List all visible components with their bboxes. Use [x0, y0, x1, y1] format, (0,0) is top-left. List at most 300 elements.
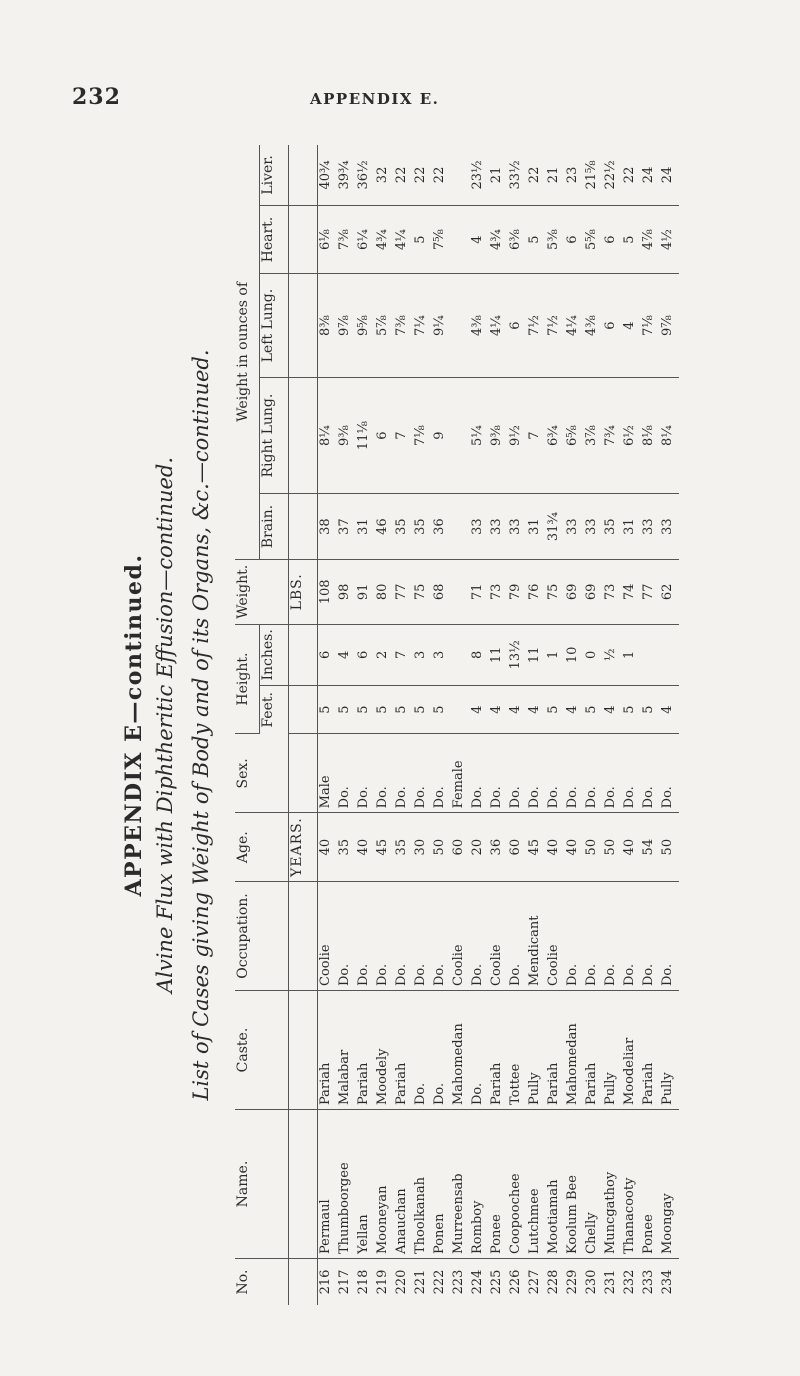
cell-name: Coopoochee	[508, 1110, 527, 1259]
cell-left-lung: 6	[603, 274, 622, 378]
cell-name: Permaul	[318, 1110, 338, 1259]
cell-occupation: Do.	[565, 882, 584, 991]
cell-age: 54	[641, 813, 660, 882]
cell-occupation: Do.	[584, 882, 603, 991]
cell-caste: Do.	[432, 991, 451, 1110]
cell-brain: 37	[337, 494, 356, 560]
page-header	[0, 0, 800, 160]
cell-sex: Do.	[356, 734, 375, 813]
cell-name: Ponee	[489, 1110, 508, 1259]
cell-caste: Moodeliar	[622, 991, 641, 1110]
units-brain	[289, 494, 318, 560]
cell-caste: Moodely	[375, 991, 394, 1110]
cell-heart	[451, 205, 470, 273]
cell-heart: 7⅜	[337, 205, 356, 273]
cell-brain: 33	[470, 494, 489, 560]
cell-left-lung	[451, 274, 470, 378]
col-feet: Feet.	[260, 685, 289, 734]
cell-left-lung: 7½	[546, 274, 565, 378]
cell-left-lung: 7¼	[413, 274, 432, 378]
cell-sex: Do.	[622, 734, 641, 813]
cell-weight: 62	[660, 559, 679, 624]
col-brain: Brain.	[260, 494, 289, 560]
cell-feet: 5	[375, 685, 394, 734]
cell-left-lung: 4⅜	[470, 274, 489, 378]
cell-sex: Do.	[394, 734, 413, 813]
cell-occupation: Mendicant	[527, 882, 546, 991]
page-number: 232	[72, 84, 121, 110]
col-height-group: Height.	[235, 624, 260, 734]
table-row	[470, 145, 489, 1305]
cell-sex: Do.	[337, 734, 356, 813]
cell-name: Thoolkanah	[413, 1110, 432, 1259]
table-row	[489, 145, 508, 1305]
cell-weight: 68	[432, 559, 451, 624]
cell-inches: 0	[584, 624, 603, 685]
cell-occupation: Do.	[470, 882, 489, 991]
cell-right-lung: 6	[375, 377, 394, 493]
cell-weight: 73	[603, 559, 622, 624]
cell-caste: Pariah	[489, 991, 508, 1110]
cell-occupation: Do.	[337, 882, 356, 991]
cell-feet: 5	[413, 685, 432, 734]
cell-heart: 6¼	[356, 205, 375, 273]
cell-caste: Pully	[527, 991, 546, 1110]
units-heart	[289, 205, 318, 273]
cell-age: 40	[356, 813, 375, 882]
cell-left-lung: 6	[508, 274, 527, 378]
cell-right-lung: 7⅛	[413, 377, 432, 493]
table-title: List of Cases giving Weight of Body and of its Organs, &c.—continued.	[189, 349, 213, 1101]
cell-age: 50	[584, 813, 603, 882]
cell-weight: 75	[546, 559, 565, 624]
col-no: No.	[235, 1259, 289, 1306]
cell-liver	[451, 145, 470, 205]
running-head: APPENDIX E.	[310, 90, 440, 108]
table-row	[565, 145, 584, 1305]
col-left-lung: Left Lung.	[260, 274, 289, 378]
cell-age: 35	[337, 813, 356, 882]
cell-right-lung: 9⅜	[489, 377, 508, 493]
cell-feet: 4	[508, 685, 527, 734]
units-liver	[289, 145, 318, 205]
units-inches	[289, 624, 318, 685]
table-row	[394, 145, 413, 1305]
cell-heart: 4¼	[394, 205, 413, 273]
cell-liver: 40¾	[318, 145, 338, 205]
cell-liver: 32	[375, 145, 394, 205]
cell-weight: 98	[337, 559, 356, 624]
cell-occupation: Do.	[432, 882, 451, 991]
cell-name: Moongay	[660, 1110, 679, 1259]
cell-left-lung: 9⅞	[337, 274, 356, 378]
cell-sex: Do.	[527, 734, 546, 813]
cell-feet: 5	[356, 685, 375, 734]
col-weight: Weight.	[235, 559, 289, 624]
cell-age: 50	[432, 813, 451, 882]
cell-weight: 79	[508, 559, 527, 624]
table-row	[622, 145, 641, 1305]
cell-heart: 5⅝	[584, 205, 603, 273]
cell-brain	[451, 494, 470, 560]
cell-name: Thanacooty	[622, 1110, 641, 1259]
cell-inches: 11	[489, 624, 508, 685]
cell-caste: Pariah	[318, 991, 338, 1110]
cell-left-lung: 7⅜	[394, 274, 413, 378]
units-sex	[289, 734, 318, 813]
table-row	[356, 145, 375, 1305]
cell-name: Yellan	[356, 1110, 375, 1259]
cell-feet: 5	[546, 685, 565, 734]
cell-weight: 91	[356, 559, 375, 624]
cell-inches: 6	[356, 624, 375, 685]
cell-brain: 35	[394, 494, 413, 560]
cell-inches: 1	[546, 624, 565, 685]
cell-sex: Do.	[565, 734, 584, 813]
col-heart: Heart.	[260, 205, 289, 273]
cell-inches: 2	[375, 624, 394, 685]
cell-no: 233	[641, 1269, 656, 1295]
cell-heart: 5	[413, 205, 432, 273]
table-row	[375, 145, 394, 1305]
cell-occupation: Do.	[356, 882, 375, 991]
cell-no: 225	[489, 1269, 504, 1295]
cell-right-lung: 3⅞	[584, 377, 603, 493]
units-caste	[289, 991, 318, 1110]
cell-no: 219	[375, 1269, 390, 1295]
units-feet	[289, 685, 318, 734]
col-liver: Liver.	[260, 145, 289, 205]
cell-brain: 31	[622, 494, 641, 560]
cell-right-lung: 6¾	[546, 377, 565, 493]
cell-heart: 7⅝	[432, 205, 451, 273]
cell-occupation: Do.	[375, 882, 394, 991]
cell-feet: 5	[432, 685, 451, 734]
cell-name: Mooneyan	[375, 1110, 394, 1259]
cell-age: 35	[394, 813, 413, 882]
cell-sex: Do.	[660, 734, 679, 813]
cell-no: 230	[584, 1269, 599, 1295]
table-row	[527, 145, 546, 1305]
cell-occupation: Coolie	[489, 882, 508, 991]
cell-left-lung: 9¼	[432, 274, 451, 378]
cell-feet: 4	[565, 685, 584, 734]
cell-name: Ponen	[432, 1110, 451, 1259]
cell-inches	[641, 624, 660, 685]
cell-sex: Do.	[470, 734, 489, 813]
cell-occupation: Do.	[641, 882, 660, 991]
cell-sex: Do.	[584, 734, 603, 813]
cell-heart: 4¾	[375, 205, 394, 273]
cell-caste: Pariah	[356, 991, 375, 1110]
cell-inches: 13½	[508, 624, 527, 685]
cell-weight: 69	[565, 559, 584, 624]
cell-weight: 77	[641, 559, 660, 624]
cell-left-lung: 5⅞	[375, 274, 394, 378]
cell-brain: 38	[318, 494, 338, 560]
cell-weight	[451, 559, 470, 624]
cell-age: 20	[470, 813, 489, 882]
cell-liver: 22	[622, 145, 641, 205]
cell-feet	[451, 685, 470, 734]
cell-caste: Mahomedan	[451, 991, 470, 1110]
cell-liver: 21	[489, 145, 508, 205]
col-age: Age.	[235, 813, 289, 882]
cell-right-lung: 8¼	[660, 377, 679, 493]
cell-occupation: Do.	[660, 882, 679, 991]
cell-brain: 33	[508, 494, 527, 560]
cell-sex: Do.	[413, 734, 432, 813]
cell-left-lung: 4¼	[565, 274, 584, 378]
table-row	[660, 145, 679, 1305]
cell-occupation: Do.	[394, 882, 413, 991]
cell-caste: Do.	[413, 991, 432, 1110]
table-row	[603, 145, 622, 1305]
cell-no: 227	[527, 1269, 542, 1295]
cell-heart: 5⅜	[546, 205, 565, 273]
cell-inches: 3	[413, 624, 432, 685]
cell-inches: 1	[622, 624, 641, 685]
cell-feet: 5	[337, 685, 356, 734]
cases-table	[235, 145, 679, 1305]
title-block	[115, 145, 220, 1305]
cell-heart: 4¾	[489, 205, 508, 273]
cell-heart: 5	[527, 205, 546, 273]
cell-feet: 5	[584, 685, 603, 734]
cell-weight: 80	[375, 559, 394, 624]
cell-left-lung: 9⅞	[660, 274, 679, 378]
cell-feet: 5	[394, 685, 413, 734]
cell-weight: 69	[584, 559, 603, 624]
cell-no: 217	[337, 1269, 352, 1295]
cell-liver: 22½	[603, 145, 622, 205]
cell-age: 50	[603, 813, 622, 882]
cell-brain: 33	[641, 494, 660, 560]
cell-liver: 23	[565, 145, 584, 205]
cell-caste: Malabar	[337, 991, 356, 1110]
cell-weight: 75	[413, 559, 432, 624]
cell-liver: 22	[394, 145, 413, 205]
cell-age: 36	[489, 813, 508, 882]
cell-weight: 71	[470, 559, 489, 624]
table-row	[413, 145, 432, 1305]
cell-heart: 4½	[660, 205, 679, 273]
cell-name: Lutchmee	[527, 1110, 546, 1259]
cell-age: 40	[565, 813, 584, 882]
cell-heart: 6	[565, 205, 584, 273]
cell-left-lung: 9⅝	[356, 274, 375, 378]
cell-weight: 77	[394, 559, 413, 624]
cell-age: 60	[508, 813, 527, 882]
rotated-table-block	[115, 145, 755, 1305]
cell-age: 45	[375, 813, 394, 882]
cell-brain: 33	[489, 494, 508, 560]
cell-no: 221	[413, 1269, 428, 1295]
cell-heart: 4⅞	[641, 205, 660, 273]
units-age: YEARS.	[289, 813, 318, 882]
cell-caste: Tottee	[508, 991, 527, 1110]
cell-liver: 24	[641, 145, 660, 205]
table-row	[641, 145, 660, 1305]
cell-sex: Male	[318, 734, 338, 813]
cell-occupation: Do.	[603, 882, 622, 991]
cell-liver: 21	[546, 145, 565, 205]
cell-caste: Mahomedan	[565, 991, 584, 1110]
cell-right-lung: 8¼	[318, 377, 338, 493]
col-inches: Inches.	[260, 624, 289, 685]
cell-name: Romboy	[470, 1110, 489, 1259]
cell-inches: 3	[432, 624, 451, 685]
cell-sex: Do.	[641, 734, 660, 813]
units-right-lung	[289, 377, 318, 493]
cell-liver: 24	[660, 145, 679, 205]
cell-brain: 31¾	[546, 494, 565, 560]
cell-liver: 39¾	[337, 145, 356, 205]
table-body	[318, 145, 680, 1305]
cell-inches: 6	[318, 624, 338, 685]
cell-caste: Pully	[660, 991, 679, 1110]
table-row	[451, 145, 470, 1305]
cell-caste: Pariah	[584, 991, 603, 1110]
cell-occupation: Do.	[413, 882, 432, 991]
cell-left-lung: 8⅜	[318, 274, 338, 378]
cell-age: 40	[622, 813, 641, 882]
cell-heart: 4	[470, 205, 489, 273]
cell-no: 220	[394, 1269, 409, 1295]
cell-age: 60	[451, 813, 470, 882]
cell-no: 234	[660, 1269, 675, 1295]
cell-inches: ½	[603, 624, 622, 685]
cell-right-lung: 9½	[508, 377, 527, 493]
cell-heart: 6⅛	[318, 205, 338, 273]
section-title: Alvine Flux with Diphtheritic Effusion—continued.	[153, 456, 177, 994]
cell-no: 228	[546, 1269, 561, 1295]
cell-inches	[451, 624, 470, 685]
units-weight: LBS.	[289, 559, 318, 624]
cell-occupation: Coolie	[318, 882, 338, 991]
cell-sex: Do.	[508, 734, 527, 813]
cell-weight: 73	[489, 559, 508, 624]
cell-caste: Pully	[603, 991, 622, 1110]
cell-name: Ponee	[641, 1110, 660, 1259]
cell-age: 40	[318, 813, 338, 882]
units-name	[289, 1110, 318, 1259]
cell-right-lung: 11⅛	[356, 377, 375, 493]
cell-brain: 35	[413, 494, 432, 560]
cell-left-lung: 4¼	[489, 274, 508, 378]
cell-left-lung: 4	[622, 274, 641, 378]
cell-weight: 74	[622, 559, 641, 624]
cell-right-lung	[451, 377, 470, 493]
table-row	[584, 145, 603, 1305]
cell-age: 50	[660, 813, 679, 882]
cell-brain: 33	[565, 494, 584, 560]
table-row	[546, 145, 565, 1305]
cell-name: Anauchan	[394, 1110, 413, 1259]
cell-occupation: Coolie	[451, 882, 470, 991]
cell-feet: 4	[489, 685, 508, 734]
cell-brain: 46	[375, 494, 394, 560]
cell-left-lung: 7⅛	[641, 274, 660, 378]
cell-sex: Do.	[432, 734, 451, 813]
cell-no: 231	[603, 1269, 618, 1295]
cell-liver: 22	[432, 145, 451, 205]
cell-liver: 21⅝	[584, 145, 603, 205]
table-row	[508, 145, 527, 1305]
cell-heart: 6⅜	[508, 205, 527, 273]
cell-inches	[660, 624, 679, 685]
cell-feet: 4	[527, 685, 546, 734]
table-row	[432, 145, 451, 1305]
cell-no: 222	[432, 1269, 447, 1295]
cell-feet: 5	[641, 685, 660, 734]
cell-no: 229	[565, 1269, 580, 1295]
cell-right-lung: 7¾	[603, 377, 622, 493]
units-left-lung	[289, 274, 318, 378]
cell-no: 216	[318, 1269, 333, 1295]
cell-feet: 4	[660, 685, 679, 734]
cell-liver: 23½	[470, 145, 489, 205]
cell-liver: 33½	[508, 145, 527, 205]
cell-occupation: Do.	[508, 882, 527, 991]
cell-occupation: Coolie	[546, 882, 565, 991]
cell-no: 224	[470, 1269, 485, 1295]
cell-brain: 33	[584, 494, 603, 560]
cell-heart: 6	[603, 205, 622, 273]
cell-right-lung: 7	[394, 377, 413, 493]
cell-brain: 33	[660, 494, 679, 560]
cell-name: Mootiamah	[546, 1110, 565, 1259]
cell-right-lung: 6½	[622, 377, 641, 493]
cell-liver: 36½	[356, 145, 375, 205]
cell-age: 45	[527, 813, 546, 882]
col-caste: Caste.	[235, 991, 289, 1110]
cell-inches: 10	[565, 624, 584, 685]
cell-left-lung: 7½	[527, 274, 546, 378]
cell-no: 218	[356, 1269, 371, 1295]
cell-caste: Pariah	[394, 991, 413, 1110]
cell-right-lung: 6⅝	[565, 377, 584, 493]
col-organs-group: Weight in ounces of	[235, 145, 260, 559]
table-row	[337, 145, 356, 1305]
col-sex: Sex.	[235, 734, 289, 813]
cell-no: 226	[508, 1269, 523, 1295]
cell-right-lung: 5¼	[470, 377, 489, 493]
cell-liver: 22	[413, 145, 432, 205]
cell-brain: 31	[356, 494, 375, 560]
cell-occupation: Do.	[622, 882, 641, 991]
cell-sex: Female	[451, 734, 470, 813]
cell-right-lung: 8⅛	[641, 377, 660, 493]
cell-brain: 31	[527, 494, 546, 560]
cell-sex: Do.	[546, 734, 565, 813]
col-name: Name.	[235, 1110, 289, 1259]
col-right-lung: Right Lung.	[260, 377, 289, 493]
cell-feet: 4	[603, 685, 622, 734]
cell-right-lung: 7	[527, 377, 546, 493]
cell-feet: 5	[622, 685, 641, 734]
cell-feet: 5	[318, 685, 338, 734]
cell-name: Koolum Bee	[565, 1110, 584, 1259]
units-occupation	[289, 882, 318, 991]
cell-inches: 7	[394, 624, 413, 685]
cell-weight: 76	[527, 559, 546, 624]
cell-sex: Do.	[375, 734, 394, 813]
appendix-title: APPENDIX E—continued.	[121, 553, 147, 897]
cell-age: 30	[413, 813, 432, 882]
cell-caste: Pariah	[546, 991, 565, 1110]
cell-right-lung: 9⅜	[337, 377, 356, 493]
